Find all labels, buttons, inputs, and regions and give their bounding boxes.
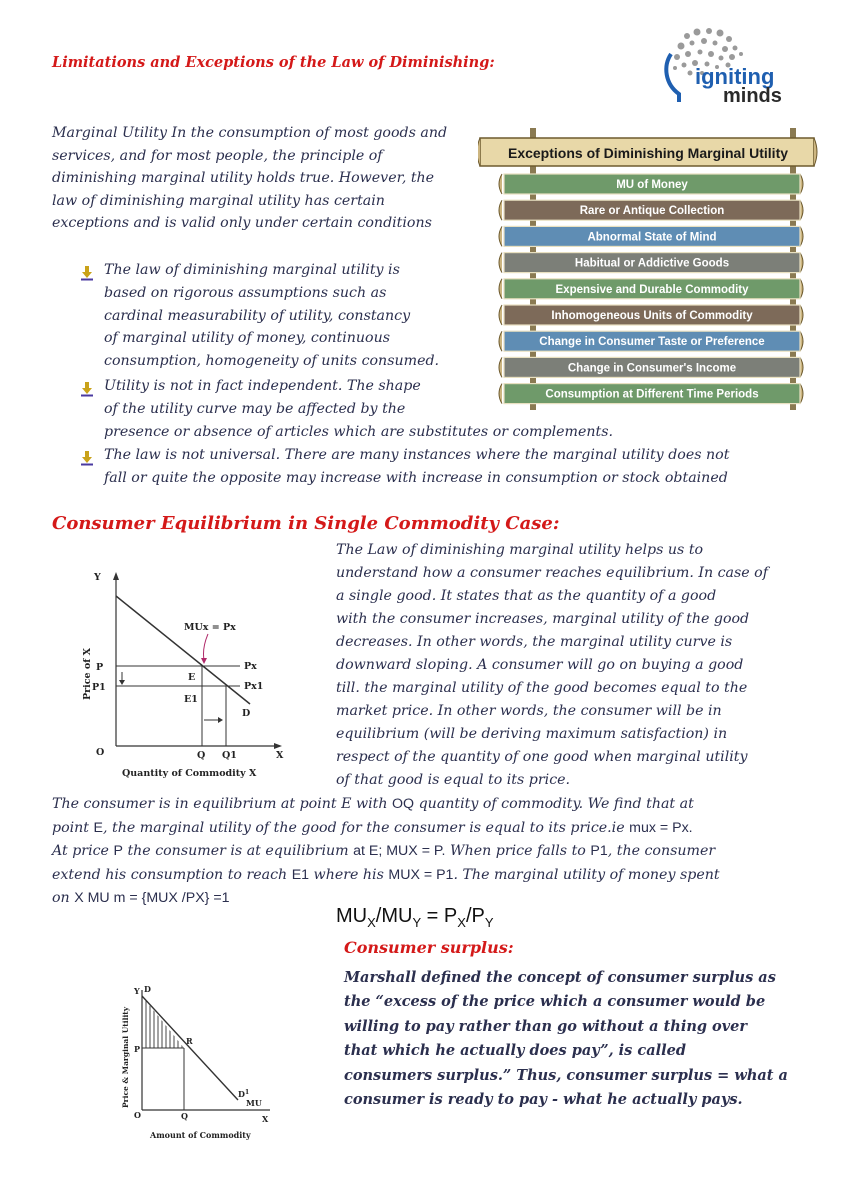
exception-label: Habitual or Addictive Goods xyxy=(574,257,730,270)
logo-line-2: minds xyxy=(723,85,782,106)
label-q1: Q1 xyxy=(222,750,237,761)
exceptions-diagram xyxy=(478,128,818,413)
cs-para-line-4: that which he actually does pay”, is called xyxy=(344,1042,686,1060)
eq-para-line-7: till. the marginal utility of the good becomes equal to the xyxy=(336,680,748,696)
exception-item xyxy=(499,331,803,351)
exception-label: MU of Money xyxy=(616,179,688,191)
eq-para-line-6: downward sloping. A consumer will go on buying a good xyxy=(336,657,744,673)
cs-label-mu: MU xyxy=(246,1098,262,1108)
eq-body-line-4: extend his consumption to reach E1 where his MUX = P1. The marginal utility of money spent xyxy=(52,866,720,883)
cs-para-line-1: Marshall defined the concept of consumer surplus as xyxy=(344,969,776,986)
label-o: O xyxy=(96,747,105,758)
bullet-3-line-2: fall or quite the opposite may increase with increase in consumption or stock obtained xyxy=(104,469,728,486)
igniting-minds-logo xyxy=(657,24,815,106)
exception-item xyxy=(499,357,803,377)
exception-label: Expensive and Durable Commodity xyxy=(555,283,749,296)
label-d: D xyxy=(242,708,251,719)
bullet-1-line-5: consumption, homogeneity of units consumed. xyxy=(104,353,440,370)
cs-label-d1: $D^1$ xyxy=(238,1089,250,1099)
label-q: Q xyxy=(197,750,206,761)
cs-label-y: Y xyxy=(134,986,140,996)
intro-paragraph: Marginal Utility In the consumption of most goods and services, and for most people, the principle of diminishing marginal utility holds true. However, the law of diminishing marginal utility has certain exceptions and is valid only under certain conditions xyxy=(52,125,448,232)
cs-label-p: P xyxy=(134,1044,141,1054)
cs-label-x: X xyxy=(262,1114,269,1124)
cs-label-ylabel: Price & Marginal Utility xyxy=(121,1006,130,1108)
cs-para-line-6: consumer is ready to pay - what he actually pays. xyxy=(344,1091,743,1109)
exception-label: Consumption at Different Time Periods xyxy=(545,388,759,401)
eq-para-line-8: market price. In other words, the consumer will be in xyxy=(336,703,722,719)
exception-label: Rare or Antique Collection xyxy=(579,205,725,218)
label-p: P xyxy=(96,662,104,673)
exceptions-header: Exceptions of Diminishing Marginal Utility xyxy=(507,145,789,161)
eq-para-line-9: equilibrium (will be deriving maximum satisfaction) in xyxy=(336,726,728,742)
bullet-3-line-1: The law is not universal. There are many instances where the marginal utility does not xyxy=(104,447,730,463)
cs-label-d: D xyxy=(144,984,151,994)
cs-label-r: R xyxy=(186,1036,193,1046)
eq-body-line-3: At price P the consumer is at equilibrium at E; MUX = P. When price falls to P1, the consumer xyxy=(52,843,716,860)
exception-item xyxy=(499,253,803,273)
bullet-2-line-3: presence or absence of articles which are substitutes or complements. xyxy=(104,423,613,440)
label-e1: E1 xyxy=(184,694,198,705)
eq-para-line-2: understand how a consumer reaches equilibrium. In case of xyxy=(336,565,768,581)
eq-body-line-5: on X MU m = {MUX /PX} =1 xyxy=(52,890,230,907)
label-mu-eq: MUx = Px xyxy=(184,622,236,633)
label-px: Px xyxy=(244,661,257,672)
label-xlabel: Quantity of Commodity X xyxy=(122,768,257,779)
eq-para-line-3: a single good. It states that as the quantity of a good xyxy=(336,588,717,604)
section-title-limitations: Limitations and Exceptions of the Law of Diminishing: xyxy=(52,54,495,71)
eq-para-line-5: decreases. In other words, the marginal utility curve is xyxy=(336,634,733,650)
eq-para-line-11: of that good is equal to its price. xyxy=(336,772,571,788)
bullet-1 xyxy=(104,259,464,373)
exception-item xyxy=(499,305,803,325)
cs-para-line-3: willing to pay rather than go without a thing over xyxy=(344,1017,748,1035)
exception-item xyxy=(499,174,803,194)
label-ylabel: Price of X xyxy=(82,648,93,700)
exception-label: Abnormal State of Mind xyxy=(587,231,717,244)
equilibrium-graph xyxy=(80,568,290,783)
label-p1: P1 xyxy=(92,682,106,693)
bullet-arrow-icon xyxy=(80,450,94,466)
exception-item xyxy=(499,226,803,246)
label-y: Y xyxy=(94,572,101,583)
eq-para-line-1: The Law of diminishing marginal utility helps us to xyxy=(336,542,704,558)
section-title-equilibrium: Consumer Equilibrium in Single Commodity Case: xyxy=(52,513,560,534)
label-e: E xyxy=(188,672,196,683)
logo-line-1: igniting xyxy=(695,64,775,89)
bullet-1-line-2: based on rigorous assumptions such as xyxy=(104,284,387,301)
section-title-consumer-surplus: Consumer surplus: xyxy=(344,938,514,957)
cs-label-xlabel: Amount of Commodity xyxy=(150,1130,251,1140)
eq-para-line-4: with the consumer increases, marginal utility of the good xyxy=(336,611,750,627)
eq-body-line-1: The consumer is in equilibrium at point E with OQ quantity of commodity. We find that at xyxy=(52,796,694,812)
bullet-3 xyxy=(104,444,804,490)
cs-para-line-5: consumers surplus.” Thus, consumer surplus = what a xyxy=(344,1066,788,1084)
label-x: X xyxy=(276,750,284,761)
bullet-1-line-3: cardinal measurability of utility, constancy xyxy=(104,307,411,324)
exception-item xyxy=(499,279,803,299)
bullet-2-line-1: Utility is not in fact independent. The shape xyxy=(104,378,421,394)
eq-body-line-2: point E, the marginal utility of the good for the consumer is equal to its price.ie mux = Px. xyxy=(52,819,693,836)
consumer-surplus-paragraph xyxy=(344,966,814,1112)
equilibrium-explanation xyxy=(52,793,822,911)
cs-para-line-2: the “excess of the price which a consumer would be xyxy=(344,993,766,1011)
bullet-arrow-icon xyxy=(80,265,94,281)
label-px1: Px1 xyxy=(244,681,264,692)
exception-label: Change in Consumer Taste or Preference xyxy=(539,336,765,349)
mu-ratio-formula: $MU_X/MU_Y = P_X/P_Y$ xyxy=(336,905,494,930)
mu-curve xyxy=(116,596,250,704)
surplus-hatch xyxy=(146,982,182,1052)
eq-para-line-10: respect of the quantity of one good when marginal utility xyxy=(336,749,748,765)
cs-label-q: Q xyxy=(181,1111,188,1121)
bullet-1-line-1: The law of diminishing marginal utility is xyxy=(104,262,400,278)
exception-item xyxy=(499,384,803,404)
consumer-surplus-graph xyxy=(120,982,290,1142)
exception-item xyxy=(499,200,803,220)
equilibrium-paragraph xyxy=(336,539,806,792)
bullet-2-line-2: of the utility curve may be affected by the xyxy=(104,400,406,417)
exception-label: Inhomogeneous Units of Commodity xyxy=(551,310,753,322)
bullet-1-line-4: of marginal utility of money, continuous xyxy=(104,330,391,347)
cs-label-o: O xyxy=(134,1110,141,1120)
exception-label: Change in Consumer's Income xyxy=(567,362,737,375)
bullet-arrow-icon xyxy=(80,381,94,397)
